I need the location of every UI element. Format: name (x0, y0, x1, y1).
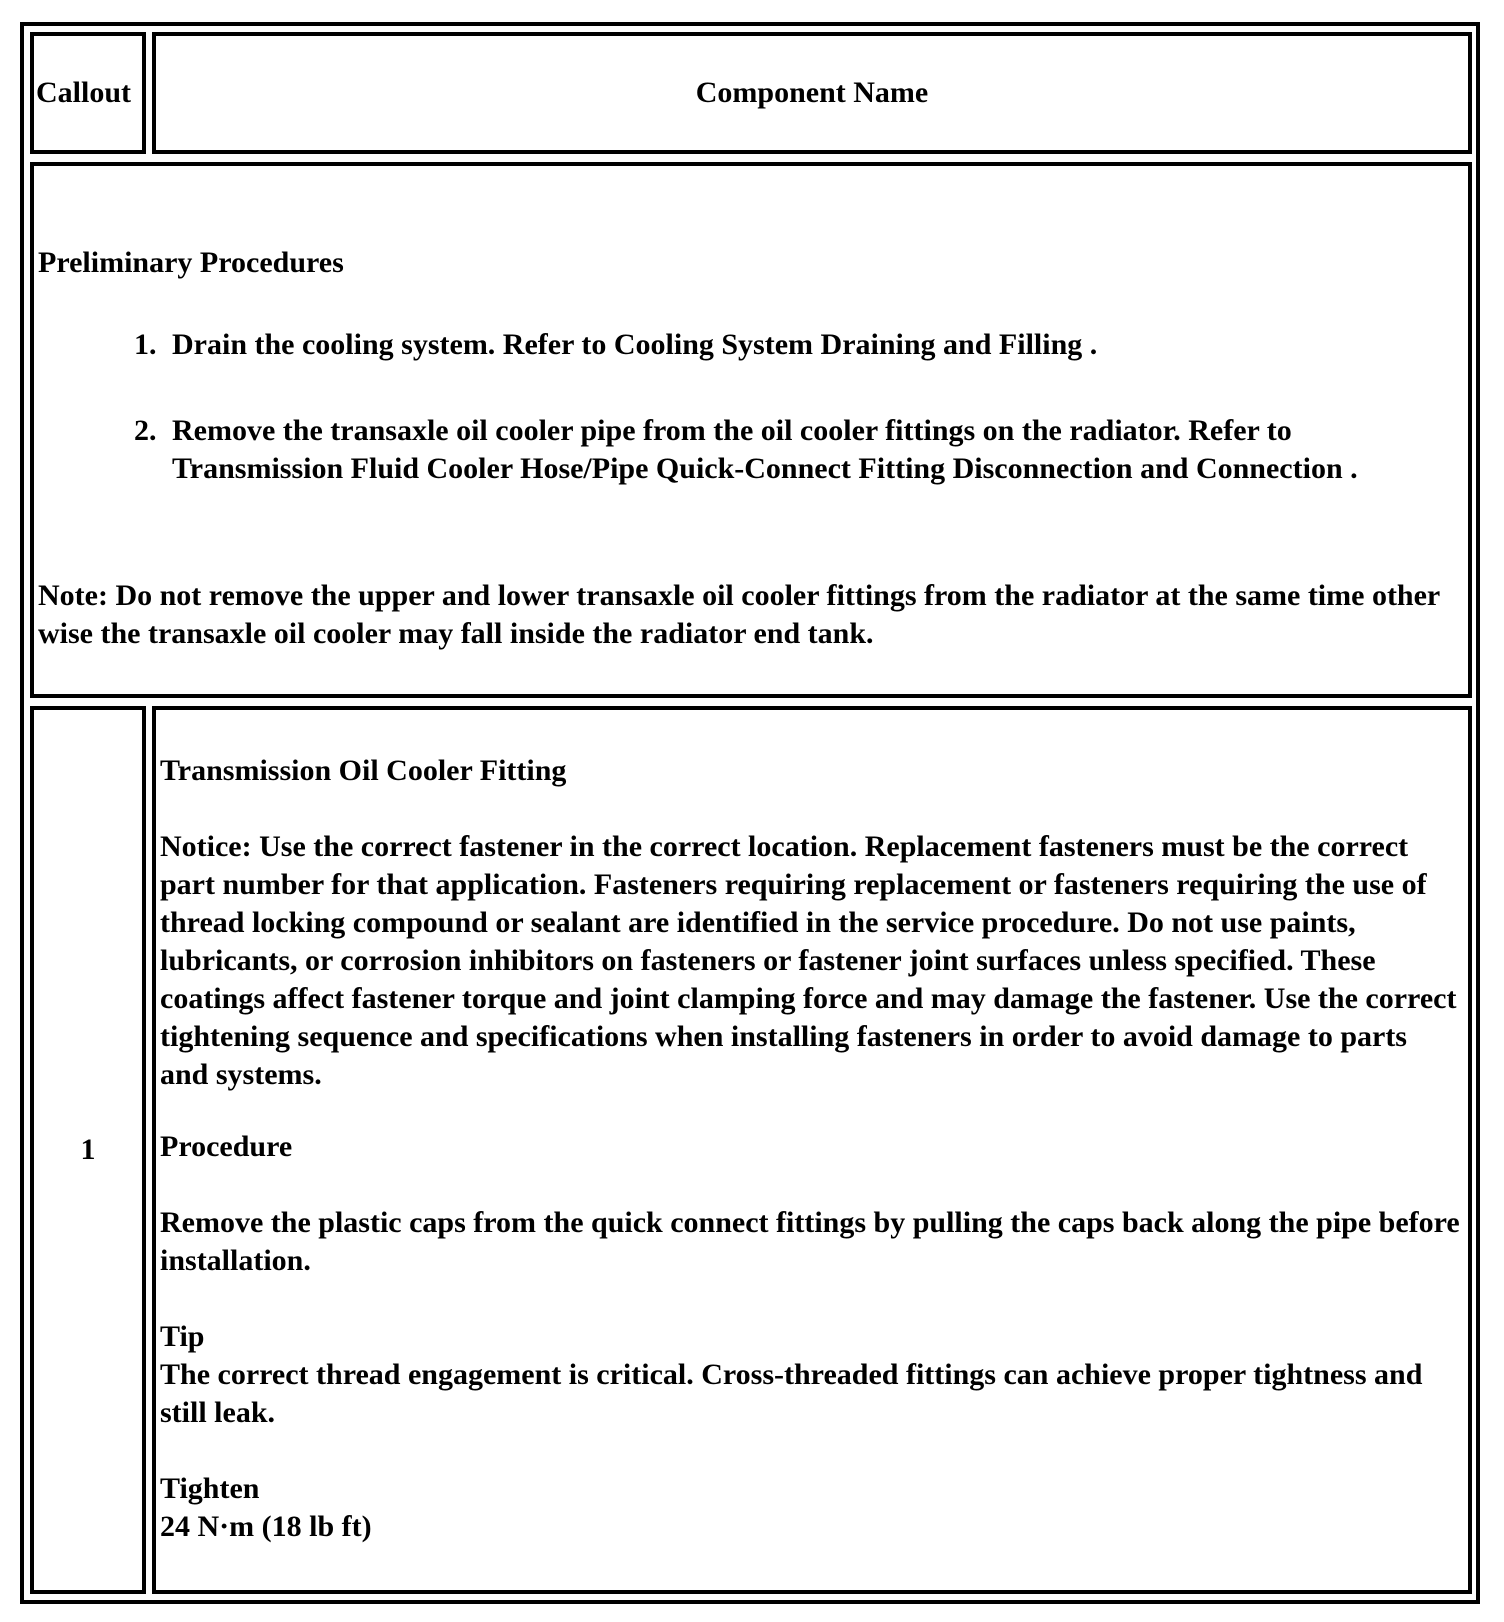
procedure-label: Procedure (160, 1130, 293, 1163)
fastener-notice: Notice: Use the correct fastener in the correct location. Replacement fasteners must be the correct part number for that application. Fasteners requiring replacement or fasteners requiring the use of thread locking compound or sealant are identified in the service procedure. Do not use paints, lubricants, or corrosion inhibitors on fasteners or fastener joint surfaces unless specified. These coatings affect fastener torque and joint clamping force and may damage the fastener. Use the correct tightening sequence and specifications when installing fasteners in order to avoid damage to parts and systems. (160, 830, 1457, 1091)
step-text: Remove the transaxle oil cooler pipe from the oil cooler fittings on the radiator. Refer to Transmission Fluid Cooler Hose/Pipe Quick-Connect Fitting Disconnection and Connection . (172, 414, 1358, 485)
item-component-cell (152, 706, 1472, 1594)
header-component-name-label: Component Name (695, 76, 929, 109)
tighten-label: Tighten (160, 1472, 260, 1505)
preliminary-note: Note: Do not remove the upper and lower transaxle oil cooler fittings from the radiator at the same time other wise the transaxle oil cooler may fall inside the radiator end tank. (38, 579, 1440, 650)
procedure-text: Remove the plastic caps from the quick connect fittings by pulling the caps back along the pipe before installation. (160, 1206, 1460, 1277)
header-component-name (152, 32, 1472, 154)
step-text: Drain the cooling system. Refer to Cooling System Draining and Filling . (172, 328, 1098, 361)
preliminary-procedures-cell (30, 162, 1472, 698)
item-callout-number: 1 (80, 1133, 96, 1166)
preliminary-step (134, 412, 1394, 488)
step-number: 2. (134, 414, 157, 447)
tip-text: The correct thread engagement is critical. Cross-threaded fittings can achieve proper tightness and still leak. (160, 1358, 1423, 1429)
header-callout-label: Callout (36, 76, 132, 109)
preliminary-steps-list (134, 326, 1394, 536)
header-callout (30, 32, 146, 154)
step-number: 1. (134, 328, 157, 361)
tighten-block (160, 1470, 1460, 1546)
procedure-table (20, 22, 1480, 1604)
tip-block (160, 1318, 1460, 1432)
item-callout-cell (30, 706, 146, 1594)
preliminary-title: Preliminary Procedures (38, 246, 344, 279)
tip-label: Tip (160, 1320, 205, 1353)
tighten-value: 24 N·m (18 lb ft) (160, 1510, 372, 1543)
component-title: Transmission Oil Cooler Fitting (160, 754, 567, 787)
preliminary-step (134, 326, 1394, 364)
